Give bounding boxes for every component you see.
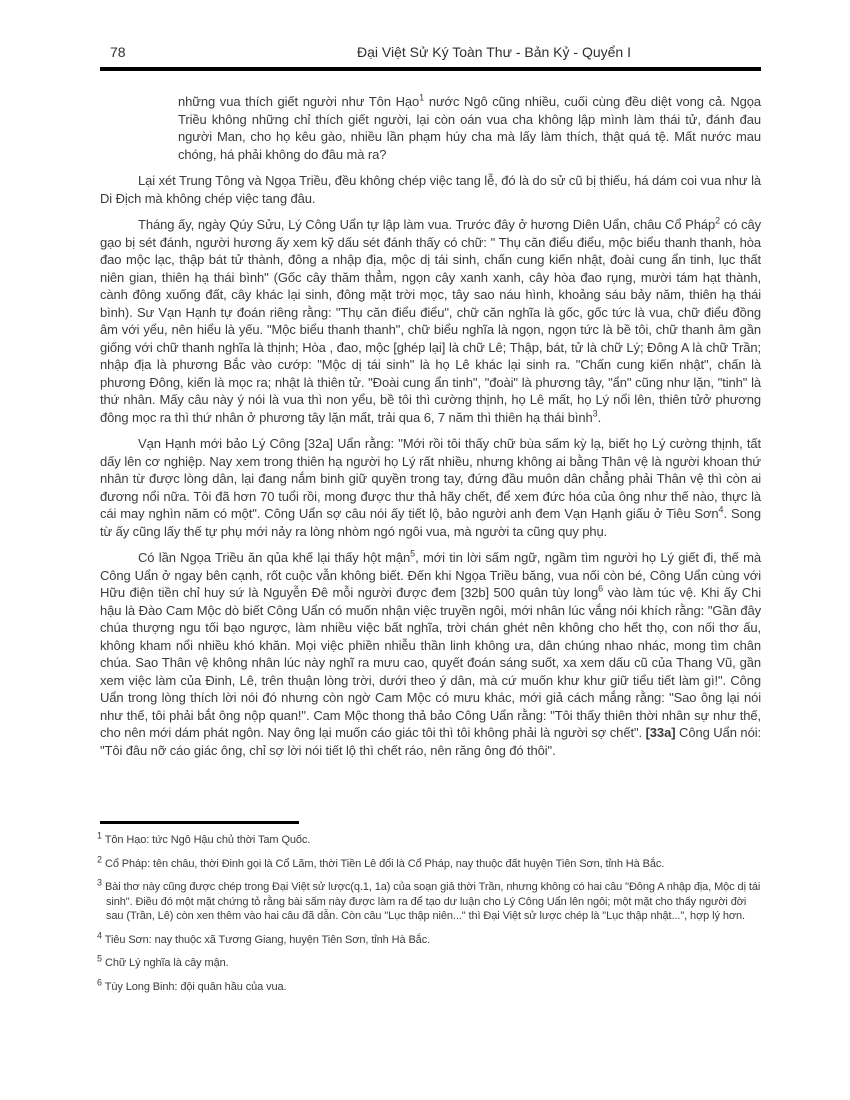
page-number: 78 (110, 44, 126, 60)
page-marker: [33a] (645, 725, 676, 740)
paragraph: Lại xét Trung Tông và Ngọa Triều, đều không chép việc tang lễ, đó là do sử cũ bị thiếu, há dám coi vua như là Di Địch mà không chép việc tang đâu. (100, 173, 761, 206)
footnotes (97, 830, 761, 1003)
footnote-ref: 4 (718, 504, 724, 515)
footnote-number: 1 (97, 830, 103, 841)
footnote-ref: 2 (715, 215, 721, 226)
header-rule (100, 67, 761, 71)
footnote-number: 3 (97, 877, 103, 888)
footnote: $^3$ Bài thơ này cũng được chép trong Đại Việt sử lược(q.1, 1a) của soạn giả thời Trần, nhưng không có hai câu "Đông A nhập địa, Mộc dị tái sinh". Điều đó một mặt chứng tỏ rằng bài sấm này được làm ra để tạo dư luận cho Lý Công Uẩn lên ngôi; một mặt cho thấy người đời sau (Trần, Lê) còn xen thêm vào hai câu đã dẫn. Còn câu "Lục thập niên..." thì Đại Việt sử lược chép là "Lục thập nhật...", hợp lý hơn. (97, 877, 761, 922)
footnote: $^6$ Tùy Long Binh: đội quân hầu của vua. (97, 976, 287, 993)
paragraph: Có lần Ngọa Triều ăn qủa khế lại thấy hột mận$^5$, mới tin lời sấm ngữ, ngầm tìm người họ Lý giết đi, thế mà Công Uẩn ở ngay bên cạnh, rốt cuộc vẫn không biết. Đến khi Ngọa Triều băng, vua nối còn bé, Công Uẩn cùng với Hữu điện tiền chỉ huy sứ là Nguyễn Đê mỗi người được đem [32b] 500 quân tùy long$^6$ vào làm túc vệ. Khi ấy Chi hậu là Đào Cam Mộc dò biết Công Uẩn có muốn nhận việc truyền ngôi, mới nhân lúc vắng nói khích rằng: "Gần đây chúa thượng ngu tối bạo ngược, làm nhiều việc bất nghĩa, trời chán ghét nên không cho hết thọ, con nối thơ ấu, không kham nổi nhiều khó khăn. Mọi việc phiền nhiễu thần linh không ưa, dân chúng nhao nhác, mong tìm chân chúa. Sao Thân vệ không nhân lúc này nghĩ ra mưu cao, quyết đoán sáng suốt, xa xem dấu cũ của Thang Vũ, gần xem việc làm của Đinh, Lê, trên thuận lòng trời, dưới theo ý dân, mà cứ muốn khư khư giữ tiểu tiết làm gì!". Công Uẩn trong lòng thích lời nói đó nhưng còn ngờ Cam Mộc có mưu khác, mới giả cách mắng rằng: "Sao ông lại nói như thế, tôi phải bắt ông nộp quan!". Cam Mộc thong thả bảo Công Uẩn rằng: "Tôi thấy thiên thời nhân sự như thế, cho nên mới dám phát ngôn. Nay ông lại muốn cáo giác tôi thì tôi không phải là người sợ chết". [33a] Công Uẩn nói: "Tôi đâu nỡ cáo giác ông, chỉ sợ lời nói tiết lộ thì chết ráo, nên răng ông đó thôi". (100, 548, 761, 758)
footnote-ref: 5 (410, 548, 416, 559)
footnote-number: 2 (97, 853, 103, 864)
page-header (100, 44, 760, 66)
paragraph: Vạn Hạnh mới bảo Lý Công [32a] Uẩn rằng: "Mới rồi tôi thấy chữ bùa sấm kỳ lạ, biết họ Lý cường thịnh, tất dấy lên cơ nghiệp. Nay xem trong thiên hạ người họ Lý rất nhiều, nhưng không ai bằng Thân vệ là người khoan thứ nhân từ được lòng dân, lại đang nắm binh giữ quyền trong tay, đứng đầu muôn dân chẳng phải Thân vệ thì còn ai đương nổi nữa. Tôi đã hơn 70 tuổi rồi, mong được thư thả hãy chết, để xem đức hóa của ông như thế nào, thực là cái may nghìn năm có một". Công Uẩn sợ câu nói ấy tiết lộ, bảo người anh đem Vạn Hạnh giấu ở Tiêu Sơn$^4$. Song từ ấy cũng lấy thế tự phụ mới nảy ra lòng nhòm ngó ngôi vua, mà người ta cũng quy phụ. (100, 436, 761, 539)
footnote-number: 5 (97, 953, 103, 964)
footnote-separator (100, 821, 299, 824)
footnote-number: 4 (97, 929, 103, 940)
footnote-ref: 3 (592, 408, 598, 419)
footnote: $^1$ Tôn Hạo: tức Ngô Hậu chủ thời Tam Quốc. (97, 830, 311, 846)
footnote-number: 6 (97, 976, 103, 987)
footnote: $^2$ Cổ Pháp: tên châu, thời Đinh gọi là Cổ Lãm, thời Tiền Lê đổi là Cổ Pháp, nay thuộc đất huyện Tiên Sơn, tỉnh Hà Bắc. (97, 853, 665, 870)
footnote: $^5$ Chữ Lý nghĩa là cây mận. (97, 953, 229, 969)
running-title: Đại Việt Sử Ký Toàn Thư - Bản Kỷ - Quyển I (357, 44, 631, 60)
footnote: $^4$ Tiêu Sơn: nay thuộc xã Tương Giang, huyện Tiên Sơn, tỉnh Hà Bắc. (97, 929, 431, 946)
body-text (100, 93, 761, 768)
paragraph: Tháng ấy, ngày Qúy Sửu, Lý Công Uẩn tự lập làm vua. Trước đây ở hương Diên Uẩn, châu Cổ Pháp$^2$ có cây gạo bị sét đánh, người hương ấy xem kỹ dấu sét đánh thấy có chữ: " Thụ căn điểu điểu, mộc biểu thanh thanh, hòa đao mộc lạc, thập bát tử thành, đông a nhập địa, mộc dị tái sinh, chấn cung kiến nhật, đoài cung ẩn tinh, lục thất niên gian, thiên hạ thái bình" (Gốc cây thăm thẳm, ngọn cây xanh xanh, cây hòa đao rụng, mười tám hạt thành, cành đông xuống đất, cây khác lại sinh, đông mặt trời mọc, tây sao náu hình, khoảng sáu bảy năm, thiên hạ thái bình). Sư Vạn Hạnh tự đoán riêng rằng: "Thụ căn điểu điểu", chữ căn nghĩa là gốc, gốc tức là vua, chữ điểu đồng âm với yểu, nên hiểu là yếu. "Mộc biểu thanh thanh", chữ biểu nghĩa là ngọn, ngọn tức là bề tôi, chữ thanh âm gần giống với chữ thanh nghĩa là thịnh; Hòa , đao, mộc [ghép lại] là chữ Lê; Thập, bát, tử là chữ Lý; Đông A là chữ Trần; nhập địa là phương Bắc vào cướp: "Mộc dị tái sinh" là họ Lê khác lại sinh ra. "Chấn cung kiến nhật", chấn là phương Đông, kiến là mọc ra; nhật là thiên tử. "Đoài cung ẩn tinh", "đoài" là phương tây, "ẩn" cũng như lặn, "tinh" là thứ nhân. Mấy câu này ý nói là vua thì non yểu, bề tôi thì cường thịnh, họ Lê mất, họ Lý nổi lên, thiên tửở phương đông mọc ra thì thứ nhân ở phương tây lặn mất, trải qua 6, 7 năm thì thiên hạ thái bình$^3$. (100, 215, 761, 425)
footnote-ref: 1 (419, 92, 425, 103)
paragraph: những vua thích giết người như Tôn Hạo$^1$ nước Ngô cũng nhiều, cuối cùng đều diệt vong cả. Ngọa Triều không những chỉ thích giết người, lại còn oán vua cha không lập mình làm thái tử, đánh đau người Man, cho họ kêu gào, nhiều lần phạm húy cha mà lấy làm thích, thật quá tệ. Mất nước mau chóng, há phải không do đâu mà ra? (178, 92, 761, 162)
footnote-ref: 6 (598, 583, 604, 594)
